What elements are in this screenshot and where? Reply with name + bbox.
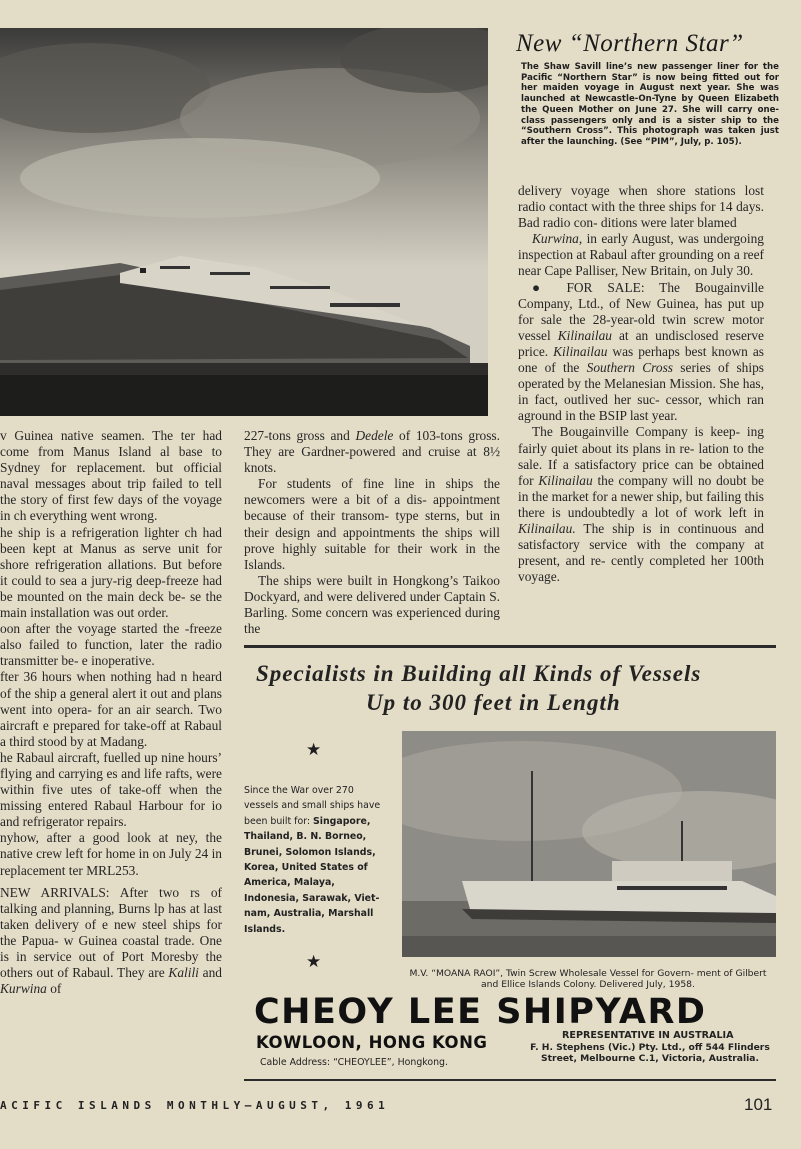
para-text: FOR SALE: The Bougainville Company, Ltd., of New Guinea, has put up for sale the 28-year-old twin screw motor vessel bbox=[518, 279, 764, 343]
running-footer: ACIFIC ISLANDS MONTHLY—AUGUST, 1961 bbox=[0, 1099, 390, 1112]
ship-name: Kilinailau bbox=[553, 343, 608, 359]
para-text: of bbox=[46, 981, 62, 997]
company-location: KOWLOON, HONG KONG bbox=[256, 1033, 488, 1052]
caption-title: New “Northern Star” bbox=[516, 30, 744, 57]
representative-address: F. H. Stephens (Vic.) Pty. Ltd., off 544 Flinders Street, Melbourne C.1, Victoria, Australia. bbox=[530, 1042, 770, 1064]
ad-headline: Specialists in Building all Kinds of Vessels bbox=[256, 661, 702, 686]
star-icon: ★ bbox=[306, 952, 322, 971]
ship-name: Kilinailau. bbox=[518, 520, 576, 536]
ad-subheadline: Up to 300 feet in Length bbox=[366, 690, 621, 715]
para-text: series of ships operated by the Melanesian Mission. She has, in fact, outlived her suc- cessor, which ran aground in the BSIP last year. bbox=[518, 360, 764, 424]
para-text: The Bougainville Company is keep- ing fairly quiet about its plans in re- lation to the sale. If a satisfactory price can be obtained for bbox=[518, 424, 764, 488]
paragraph bbox=[518, 280, 764, 425]
paragraph: nyhow, after a good look at ney, the native crew left for home in on July 24 in replacement ter MRL253. bbox=[0, 830, 222, 878]
ship-name: Kilinailau bbox=[557, 327, 613, 343]
ad-top-rule bbox=[244, 645, 776, 648]
article-column-1 bbox=[0, 428, 222, 997]
company-name: CHEOY LEE SHIPYARD bbox=[254, 992, 707, 1032]
ad-bottom-rule bbox=[244, 1079, 776, 1081]
representative-title: REPRESENTATIVE IN AUSTRALIA bbox=[562, 1030, 734, 1041]
paragraph: v Guinea native seamen. The ter had come from Manus Island al base to Sydney for replacement. but official naval messages about trip failed to tell the story of first few days of the voyage in ch everything went wrong. bbox=[0, 428, 222, 524]
article-column-3 bbox=[518, 183, 764, 585]
para-text: of 103-tons gross. They are Gardner-powered and cruise at 8½ knots. bbox=[244, 428, 500, 476]
para-text: The ship is in continuous and satisfactory service with the company at present, and re- cently completed her 100th voyage. bbox=[518, 520, 764, 585]
paragraph: he ship is a refrigeration lighter ch had been kept at Manus as serve unit for shore refrigeration allations. But before it could to sea a jury-rig deep-freeze had be mounted on the main deck be- se the main installation was out order. bbox=[0, 524, 222, 621]
ship-name: Dedele bbox=[355, 428, 394, 443]
ad-countries: Singapore, Thailand, B. N. Borneo, Brunei, Solomon Islands, Korea, United States of America, Malaya, Indonesia, Sarawak, Viet- nam, Australia, Marshall Islands. bbox=[244, 815, 380, 935]
paragraph: oon after the voyage started the -freeze also failed to function, later the radio transmitter be- e inoperative. bbox=[0, 621, 222, 669]
para-text: the company will no doubt be in the market for a newer ship, but failing this there is undoubtedly a lot of work left in bbox=[518, 472, 764, 520]
ad-intro: Since the War over 270 vessels and small ships have been built for: bbox=[244, 785, 381, 827]
para-text: NEW ARRIVALS: After two rs of talking and planning, Burns lp has at last taken delivery of e new steel ships for the Papua- w Guinea coastal trade. One is in service out of Port Moresby the others out of Rabaul. They are bbox=[0, 884, 222, 981]
ship-name: Kurwina bbox=[0, 981, 47, 997]
paragraph: delivery voyage when shore stations lost radio contact with the three ships for 14 days. Bad radio con- ditions were later blamed bbox=[518, 183, 764, 231]
para-text: in early August, was undergoing inspection at Rabaul after grounding on a reef near Cape Palliser, New Britain, on July 30. bbox=[518, 231, 764, 279]
ad-body bbox=[244, 783, 389, 937]
paragraph: For students of fine line in ships the newcomers were a bit of a dis- appointment because of their transom- type sterns, but in their design and appointments the ships will prove highly suitable for their work in the Islands. bbox=[244, 476, 500, 572]
para-text: and bbox=[198, 965, 222, 981]
caption-body: The Shaw Savill line’s new passenger liner for the Pacific “Northern Star” is now being fitted out for her maiden voyage in August next year. She was launched at Newcastle-On-Tyne by Queen Elizabeth the Queen Mother on June 27. She will carry one-class passengers only and is a sister ship to the “Southern Cross”. This photograph was taken just after the launching. (See “PIM”, July, p. 105). bbox=[521, 62, 779, 147]
cable-address: Cable Address: “CHEOYLEE”, Hongkong. bbox=[260, 1057, 448, 1068]
paragraph bbox=[244, 428, 500, 476]
article-column-2 bbox=[244, 428, 500, 637]
page-number: 101 bbox=[744, 1095, 773, 1114]
northern-star-photo bbox=[0, 28, 488, 416]
ship-name: Southern Cross bbox=[586, 360, 674, 376]
ship-name: Kilinailau bbox=[538, 472, 593, 488]
paragraph: The ships were built in Hongkong’s Taikoo Dockyard, and were delivered under Captain S. Barling. Some concern was experienced during the bbox=[244, 572, 500, 637]
ad-photo-caption: M.V. “MOANA RAOI”, Twin Screw Wholesale Vessel for Govern- ment of Gilbert and Ellice Islands Colony. Delivered July, 1958. bbox=[409, 968, 767, 991]
paragraph bbox=[518, 424, 764, 585]
moana-raoi-photo bbox=[402, 731, 776, 957]
star-icon: ★ bbox=[306, 740, 322, 759]
paragraph bbox=[0, 885, 222, 998]
paragraph: fter 36 hours when nothing had n heard of the ship a general alert it out and plans went into opera- for an air search. Two aircraft e prepared for take-off at Rabaul a third stood by at Madang. bbox=[0, 669, 222, 749]
paragraph bbox=[518, 231, 764, 279]
paragraph: he Rabaul aircraft, fuelled up nine hours’ flying and carrying es and life rafts, were within five utes of take-off when the missing entered Rabaul Harbour for io and refrigerator repairs. bbox=[0, 749, 222, 830]
ship-name: Kurwina, bbox=[532, 231, 583, 247]
para-text: at an undisclosed reserve price. bbox=[518, 327, 765, 359]
bullet-icon: ● bbox=[532, 279, 552, 295]
para-text: 227-tons gross and bbox=[244, 428, 356, 443]
para-text: was perhaps best known as one of the bbox=[518, 343, 764, 376]
ship-name: Kalili bbox=[168, 965, 199, 981]
